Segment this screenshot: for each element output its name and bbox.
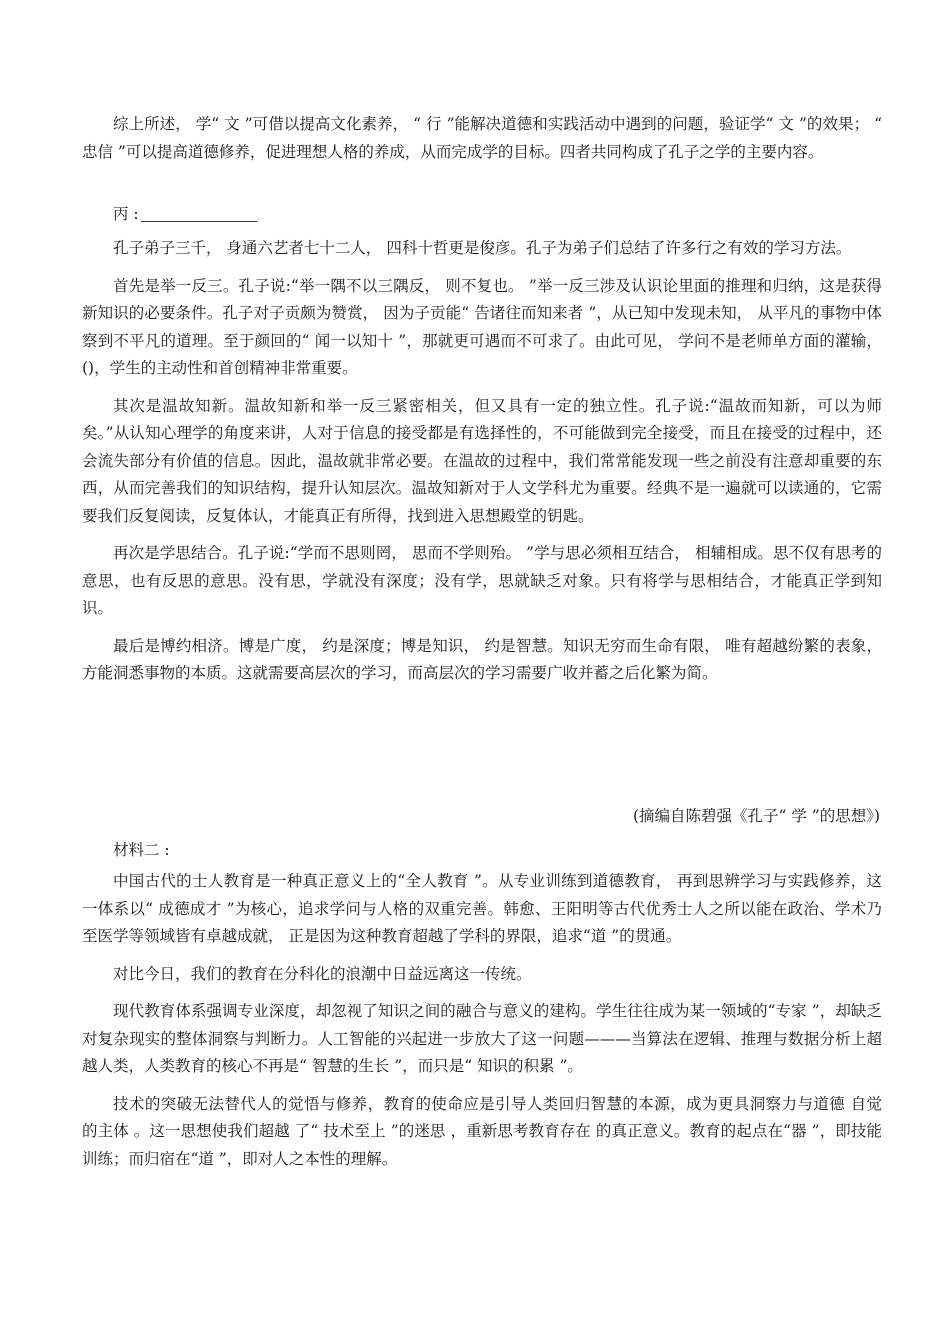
material2-label: 材料二 : xyxy=(113,841,170,859)
paragraph-m2-2: 对比今日，我们的教育在分科化的浪潮中日益远离这一传统。 xyxy=(113,964,532,983)
material2-section xyxy=(82,868,882,1173)
paragraph-summary: 综上所述， 学“ 文 ”可借以提高文化素养， “ 行 ”能解决道德和实践活动中遇到的问题，验证学“ 文 ”的效果； “ 忠信 ”可以提高道德修养，促进理想人格的养成，从而完成学的目标。四者共同构成了孔子之学的主要内容。 xyxy=(82,115,882,161)
paragraph-m2-1: 中国古代的士人教育是一种真正意义上的“全人教育 ”。从专业训练到道德教育， 再到思辨学习与实践修养，这一体系以“ 成德成才 ”为核心，追求学问与人格的双重完善。韩愈、王阳明等古代优秀士人之所以能在政治、学术乃至医学等领域皆有卓越成就， 正是因为这种教育超越了学科的界限，追求“道 ”的贯通。 xyxy=(82,872,882,945)
paragraph-first: 首先是举一反三。孔子说:“举一隅不以三隅反， 则不复也。 ”举一反三涉及认识论里面的推理和归纳，这是获得新知识的必要条件。孔子对子贡颇为赞赏， 因为子贡能“ 告诸往而知来者 ”，从已知中发现未知， 从平凡的事物中体察到不平凡的道理。至于颜回的“ 闻一以知十 ”，那就更可遇而不可求了。由此可见， 学问不是老师单方面的灌输， ()，学生的主动性和首创精神非常重要。 xyxy=(82,276,882,377)
source-note: (摘编自陈碧强《孔子“ 学 ”的思想》) xyxy=(632,807,880,825)
answer-blank xyxy=(141,205,257,222)
summary-section xyxy=(82,111,882,166)
material2-label-row xyxy=(82,837,882,865)
paragraph-intro: 孔子弟子三千， 身通六艺者七十二人， 四科十哲更是俊彦。孔子为弟子们总结了许多行之有效的学习方法。 xyxy=(113,239,852,257)
paragraph-third: 再次是学思结合。孔子说:“学而不思则罔， 思而不学则殆。 ”学与思必须相互结合， 相辅相成。思不仅有思考的意思，也有反思的意思。没有思，学就没有深度；没有学，思就缺乏对象。只有将学与思相结合，才能真正学到知识。 xyxy=(82,544,882,617)
source-row xyxy=(82,803,882,831)
paragraph-second: 其次是温故知新。温故知新和举一反三紧密相关，但又具有一定的独立性。孔子说:“温故而知新，可以为师矣。”从认知心理学的角度来讲，人对于信息的接受都是有选择性的，不可能做到完全接受，而且在接受的过程中，还会流失部分有价值的信息。因此，温故就非常必要。在温故的过程中，我们常常能发现一些之前没有注意却重要的东西，从而完善我们的知识结构，提升认知层次。温故知新对于人文学科尤为重要。经典不是一遍就可以读通的，它需要我们反复阅读，反复体认，才能真正有所得，找到进入思想殿堂的钥匙。 xyxy=(82,396,882,525)
paragraph-fourth: 最后是博约相济。博是广度， 约是深度；博是知识， 约是智慧。知识无穷而生命有限， 唯有超越纷繁的表象，方能洞悉事物的本质。这就需要高层次的学习，而高层次的学习需要广收并蓄之后化繁为简。 xyxy=(82,636,882,682)
paragraph-m2-3: 现代教育体系强调专业深度，却忽视了知识之间的融合与意义的建构。学生往往成为某一领域的“专家 ”，却缺乏对复杂现实的整体洞察与判断力。人工智能的兴起进一步放大了这一问题———当算法在逻辑、推理与数据分析上超越人类，人类教育的核心不再是“ 智慧的生长 ”，而只是“ 知识的积累 ”。 xyxy=(82,1002,882,1075)
learning-methods-section xyxy=(82,235,882,688)
bing-label-row xyxy=(82,201,882,229)
paragraph-m2-4: 技术的突破无法替代人的觉悟与修养，教育的使命应是引导人类回归智慧的本源，成为更具洞察力与道德 自觉 的主体 。这一思想使我们超越 了“ 技术至上 ”的迷思 ，重新思考教育存在 的真正意义。教育的起点在“器 ”，即技能训练；而归宿在“道 ”，即对人之本性的理解。 xyxy=(82,1094,882,1168)
bing-label: 丙 : xyxy=(113,205,139,223)
